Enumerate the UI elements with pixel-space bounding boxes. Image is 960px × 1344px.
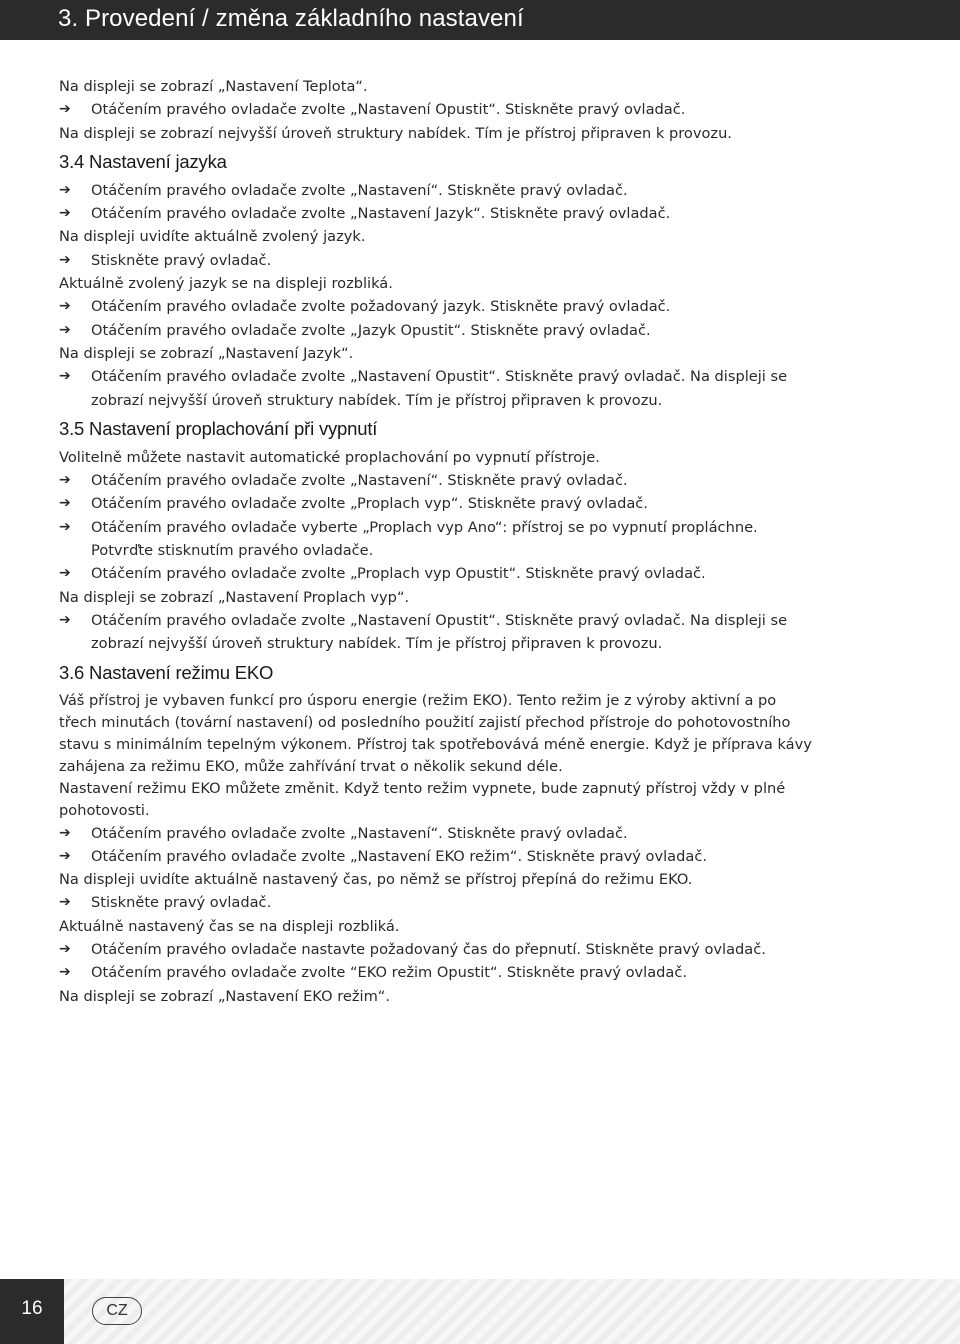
line-text: Otáčením pravého ovladače vyberte „Proplach vyp Ano“: přístroj se po vypnutí propláchne. — [91, 518, 758, 536]
arrow-right-icon: ➔ — [59, 565, 71, 582]
line-text: Otáčením pravého ovladače zvolte „Jazyk Opustit“. Stiskněte pravý ovladač. — [91, 321, 651, 339]
instruction-step — [59, 516, 889, 539]
paragraph-line: pohotovosti. — [59, 801, 150, 819]
instruction-step — [59, 609, 889, 632]
line-text: Otáčením pravého ovladače zvolte požadovaný jazyk. Stiskněte pravý ovladač. — [91, 298, 671, 316]
instruction-step-continuation — [59, 632, 889, 655]
paragraph-line: třech minutách (tovární nastavení) od posledního použití zajistí přechod přístroje do pohotovostního — [59, 713, 791, 731]
paragraph — [59, 778, 889, 822]
arrow-right-icon: ➔ — [59, 518, 71, 535]
paragraph-line: zahájena za režimu EKO, může zahřívání trvat o několik sekund déle. — [59, 757, 563, 775]
section-heading: 3.6 Nastavení režimu EKO — [59, 661, 274, 683]
arrow-right-icon: ➔ — [59, 321, 71, 338]
instruction-step — [59, 845, 889, 868]
arrow-right-icon: ➔ — [59, 611, 71, 628]
line-text: zobrazí nejvyšší úroveň struktury nabídek. Tím je přístroj připraven k provozu. — [91, 635, 663, 653]
page-title: 3. Provedení / změna základního nastavení — [58, 5, 524, 32]
line-text: Na displeji se zobrazí „Nastavení EKO režim“. — [59, 987, 390, 1005]
arrow-right-icon: ➔ — [59, 495, 71, 512]
instruction-step — [59, 938, 889, 961]
body-text-line — [59, 915, 889, 938]
arrow-right-icon: ➔ — [59, 894, 71, 911]
line-text: Stiskněte pravý ovladač. — [91, 894, 272, 912]
instruction-step — [59, 961, 889, 984]
section-heading: 3.4 Nastavení jazyka — [59, 150, 227, 172]
line-text: Na displeji se zobrazí „Nastavení Proplach vyp“. — [59, 588, 410, 606]
instruction-step — [59, 469, 889, 492]
line-text: Otáčením pravého ovladače nastavte požadovaný čas do přepnutí. Stiskněte pravý ovladač. — [91, 941, 766, 959]
paragraph-line: stavu s minimálním tepelným výkonem. Přístroj tak spotřebovává méně energie. Když je příprava kávy — [59, 735, 812, 753]
instruction-step-continuation — [59, 539, 889, 562]
body-text-line — [59, 446, 889, 469]
line-text: Otáčením pravého ovladače zvolte “EKO režim Opustit“. Stiskněte pravý ovladač. — [91, 964, 688, 982]
line-text: Na displeji uvidíte aktuálně zvolený jazyk. — [59, 228, 366, 246]
arrow-right-icon: ➔ — [59, 472, 71, 489]
page-number: 16 — [21, 1298, 43, 1319]
body-text-line — [59, 122, 889, 145]
instruction-step — [59, 202, 889, 225]
instruction-step — [59, 249, 889, 272]
document-body — [59, 75, 889, 1008]
line-text: zobrazí nejvyšší úroveň struktury nabídek. Tím je přístroj připraven k provozu. — [91, 391, 663, 409]
line-text: Otáčením pravého ovladače zvolte „Proplach vyp“. Stiskněte pravý ovladač. — [91, 495, 648, 513]
arrow-right-icon: ➔ — [59, 205, 71, 222]
line-text: Otáčením pravého ovladače zvolte „Nastavení“. Stiskněte pravý ovladač. — [91, 181, 628, 199]
paragraph — [59, 690, 889, 778]
paragraph-line: Nastavení režimu EKO můžete změnit. Když tento režim vypnete, bude zapnutý přístroj vždy v plné — [59, 779, 786, 797]
line-text: Otáčením pravého ovladače zvolte „Nastavení Opustit“. Stiskněte pravý ovladač. — [91, 101, 686, 119]
line-text: Otáčením pravého ovladače zvolte „Nastavení“. Stiskněte pravý ovladač. — [91, 472, 628, 490]
instruction-step-continuation — [59, 389, 889, 412]
footer-pattern — [64, 1279, 960, 1344]
line-text: Na displeji uvidíte aktuálně nastavený čas, po němž se přístroj přepíná do režimu EKO. — [59, 871, 693, 889]
body-text-line — [59, 75, 889, 98]
line-text: Aktuálně zvolený jazyk se na displeji rozbliká. — [59, 275, 393, 293]
instruction-step — [59, 319, 889, 342]
line-text: Aktuálně nastavený čas se na displeji rozbliká. — [59, 917, 400, 935]
line-text: Otáčením pravého ovladače zvolte „Nastavení Opustit“. Stiskněte pravý ovladač. Na displeji se — [91, 611, 788, 629]
body-text-line — [59, 586, 889, 609]
body-text-line — [59, 868, 889, 891]
arrow-right-icon: ➔ — [59, 368, 71, 385]
paragraph-line: Váš přístroj je vybaven funkcí pro úsporu energie (režim EKO). Tento režim je z výroby aktivní a po — [59, 691, 777, 709]
line-text: Na displeji se zobrazí nejvyšší úroveň struktury nabídek. Tím je přístroj připraven k provozu. — [59, 124, 732, 142]
line-text: Potvrďte stisknutím pravého ovladače. — [91, 542, 374, 560]
line-text: Na displeji se zobrazí „Nastavení Jazyk“. — [59, 344, 354, 362]
arrow-right-icon: ➔ — [59, 824, 71, 841]
arrow-right-icon: ➔ — [59, 847, 71, 864]
arrow-right-icon: ➔ — [59, 181, 71, 198]
arrow-right-icon: ➔ — [59, 298, 71, 315]
instruction-step — [59, 98, 889, 121]
instruction-step — [59, 891, 889, 914]
arrow-right-icon: ➔ — [59, 964, 71, 981]
language-badge: CZ — [92, 1297, 142, 1325]
line-text: Stiskněte pravý ovladač. — [91, 251, 272, 269]
line-text: Otáčením pravého ovladače zvolte „Proplach vyp Opustit“. Stiskněte pravý ovladač. — [91, 565, 706, 583]
instruction-step — [59, 492, 889, 515]
body-text-line — [59, 225, 889, 248]
arrow-right-icon: ➔ — [59, 251, 71, 268]
page-header — [0, 0, 960, 40]
body-text-line — [59, 985, 889, 1008]
instruction-step — [59, 179, 889, 202]
line-text: Otáčením pravého ovladače zvolte „Nastavení“. Stiskněte pravý ovladač. — [91, 824, 628, 842]
arrow-right-icon: ➔ — [59, 941, 71, 958]
body-text-line — [59, 272, 889, 295]
section-heading: 3.5 Nastavení proplachování při vypnutí — [59, 417, 378, 439]
body-text-line — [59, 342, 889, 365]
instruction-step — [59, 562, 889, 585]
instruction-step — [59, 365, 889, 388]
line-text: Na displeji se zobrazí „Nastavení Teplota“. — [59, 78, 368, 95]
instruction-step — [59, 295, 889, 318]
arrow-right-icon: ➔ — [59, 101, 71, 118]
line-text: Otáčením pravého ovladače zvolte „Nastavení Opustit“. Stiskněte pravý ovladač. Na displeji se — [91, 368, 788, 386]
line-text: Otáčením pravého ovladače zvolte „Nastavení EKO režim“. Stiskněte pravý ovladač. — [91, 847, 707, 865]
line-text: Otáčením pravého ovladače zvolte „Nastavení Jazyk“. Stiskněte pravý ovladač. — [91, 205, 671, 223]
line-text: Volitelně můžete nastavit automatické proplachování po vypnutí přístroje. — [59, 448, 600, 466]
instruction-step — [59, 822, 889, 845]
